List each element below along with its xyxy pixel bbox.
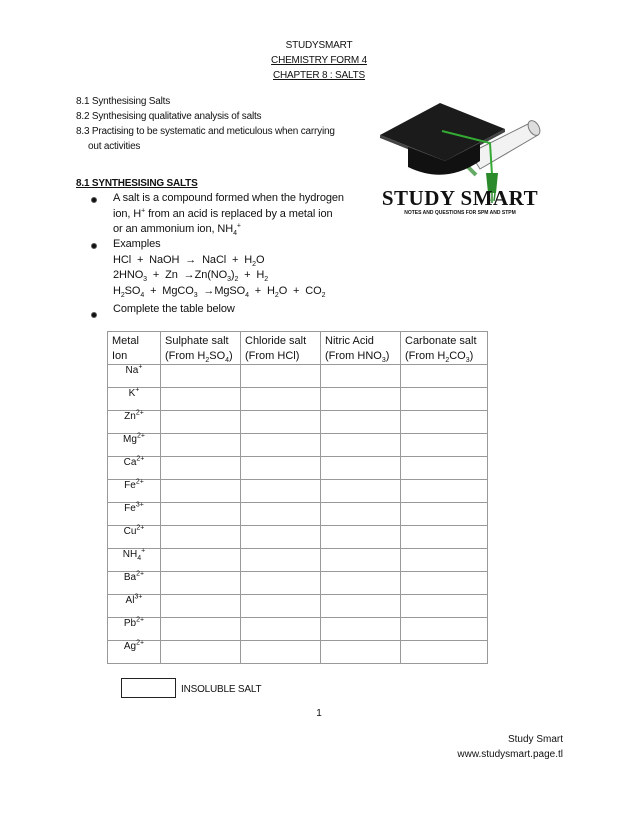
header-text: Carbonate salt (405, 335, 477, 347)
ion-cell: $Pb^{2+}$ (108, 618, 161, 641)
document-header (0, 38, 638, 83)
answer-cell[interactable] (161, 503, 241, 526)
answer-cell[interactable] (241, 526, 321, 549)
equation-1: HCl + NaOH → NaCl + $H_2O$ (113, 253, 265, 268)
answer-cell[interactable] (401, 572, 488, 595)
table-row (108, 526, 488, 549)
answer-cell[interactable] (161, 365, 241, 388)
objective-3: 8.3 Practising to be systematic and meticulous when carrying (76, 126, 335, 137)
table-row (108, 595, 488, 618)
answer-cell[interactable] (401, 549, 488, 572)
header-text: Metal (112, 335, 139, 347)
footer-url[interactable]: www.studysmart.page.tl (457, 749, 563, 760)
answer-cell[interactable] (241, 365, 321, 388)
header-metal-ion (108, 332, 161, 365)
answer-cell[interactable] (161, 411, 241, 434)
answer-cell[interactable] (321, 411, 401, 434)
answer-cell[interactable] (161, 618, 241, 641)
salt-definition (113, 191, 373, 238)
answer-cell[interactable] (241, 641, 321, 664)
header-text: Ion (112, 350, 128, 362)
answer-cell[interactable] (321, 503, 401, 526)
answer-cell[interactable] (321, 365, 401, 388)
header-sulphate (161, 332, 241, 365)
definition-text-c: or an ammonium ion, NH (113, 223, 234, 235)
answer-cell[interactable] (241, 595, 321, 618)
table-row (108, 618, 488, 641)
answer-cell[interactable] (241, 503, 321, 526)
definition-text-a: ion, H (113, 207, 142, 220)
answer-cell[interactable] (161, 388, 241, 411)
answer-cell[interactable] (241, 411, 321, 434)
answer-cell[interactable] (241, 457, 321, 480)
answer-cell[interactable] (241, 388, 321, 411)
bullet-icon (91, 197, 97, 203)
logo-title: STUDY SMART (381, 186, 539, 210)
equation-2: $2HNO_3 + Zn \to Zn(NO_3)_2 + H_2$ (113, 269, 269, 284)
answer-cell[interactable] (241, 434, 321, 457)
logo-tagline: NOTES AND QUESTIONS FOR SPM AND STPM (404, 210, 516, 215)
answer-cell[interactable] (321, 480, 401, 503)
ion-cell: Na+ (108, 365, 161, 388)
answer-cell[interactable] (161, 549, 241, 572)
ion-cell: $NH_4^+$ (108, 549, 161, 572)
ion-cell: $Mg^{2+}$ (108, 434, 161, 457)
ion-cell: $Cu^{2+}$ (108, 526, 161, 549)
legend-label: INSOLUBLE SALT (181, 684, 262, 695)
ion-cell: $Ca^{2+}$ (108, 457, 161, 480)
definition-text-b: from an acid is replaced by a metal ion (145, 207, 333, 220)
table-row (108, 365, 488, 388)
table-row (108, 549, 488, 572)
table-row (108, 388, 488, 411)
answer-cell[interactable] (401, 618, 488, 641)
definition-line-1: A salt is a compound formed when the hydrogen (113, 192, 344, 204)
objective-2: 8.2 Synthesising qualitative analysis of salts (76, 111, 262, 122)
bullet-icon (91, 312, 97, 318)
header-text: Nitric Acid (325, 335, 374, 347)
answer-cell[interactable] (321, 641, 401, 664)
ion-cell: $Ag^{2+}$ (108, 641, 161, 664)
header-text: (From HCl) (245, 350, 300, 362)
ion-cell: K+ (108, 388, 161, 411)
answer-cell[interactable] (321, 549, 401, 572)
ion-cell: $Fe^{3+}$ (108, 503, 161, 526)
bullet-icon (91, 243, 97, 249)
footer-brand: Study Smart (507, 734, 563, 745)
answer-cell[interactable] (161, 572, 241, 595)
table-row (108, 457, 488, 480)
answer-cell[interactable] (401, 503, 488, 526)
answer-cell[interactable] (241, 618, 321, 641)
definition-line-3: or an ammonium ion, $NH_4^+$ (113, 222, 241, 238)
header-carbonate (401, 332, 488, 365)
page-number: 1 (316, 708, 322, 719)
answer-cell[interactable] (321, 434, 401, 457)
examples-block (113, 237, 325, 299)
answer-cell[interactable] (241, 549, 321, 572)
objectives-list (76, 94, 366, 154)
ion-cell: $Ba^{2+}$ (108, 572, 161, 595)
answer-cell[interactable] (401, 411, 488, 434)
header-text: Sulphate salt (165, 335, 229, 347)
footer (457, 732, 563, 762)
ion-cell: $Fe^{2+}$ (108, 480, 161, 503)
table-row (108, 572, 488, 595)
answer-cell[interactable] (321, 572, 401, 595)
table-row (108, 503, 488, 526)
ion-cell: $Al^{3+}$ (108, 595, 161, 618)
answer-cell[interactable] (321, 618, 401, 641)
table-row (108, 434, 488, 457)
answer-cell[interactable] (401, 388, 488, 411)
study-smart-logo (370, 95, 550, 215)
answer-cell[interactable] (161, 641, 241, 664)
answer-cell[interactable] (401, 365, 488, 388)
header-text: Chloride salt (245, 335, 307, 347)
header-text: (From $H_2SO_4$) (165, 350, 233, 365)
answer-cell[interactable] (401, 457, 488, 480)
objective-1: 8.1 Synthesising Salts (76, 96, 170, 107)
answer-cell[interactable] (161, 526, 241, 549)
table-header-row (108, 332, 488, 365)
answer-cell[interactable] (321, 388, 401, 411)
answer-cell[interactable] (401, 595, 488, 618)
header-text: (From $H_2CO_3$) (405, 350, 474, 365)
table-row (108, 411, 488, 434)
header-line-2: CHEMISTRY FORM 4 (271, 55, 367, 66)
header-line-3: CHAPTER 8 : SALTS (273, 70, 365, 81)
table-row (108, 641, 488, 664)
answer-cell[interactable] (161, 434, 241, 457)
answer-cell[interactable] (401, 526, 488, 549)
answer-cell[interactable] (401, 641, 488, 664)
section-title: 8.1 SYNTHESISING SALTS (76, 178, 198, 189)
definition-line-2: ion, H+ from an acid is replaced by a metal ion (113, 206, 333, 220)
header-chloride (241, 332, 321, 365)
header-text: (From $HNO_3$) (325, 350, 390, 365)
table-row (108, 480, 488, 503)
answer-cell[interactable] (161, 595, 241, 618)
answer-cell[interactable] (321, 526, 401, 549)
objective-3-cont: out activities (88, 141, 141, 152)
answer-cell[interactable] (401, 480, 488, 503)
salts-table (107, 331, 488, 664)
legend-swatch (121, 678, 176, 698)
answer-cell[interactable] (321, 457, 401, 480)
answer-cell[interactable] (241, 480, 321, 503)
answer-cell[interactable] (161, 480, 241, 503)
answer-cell[interactable] (401, 434, 488, 457)
answer-cell[interactable] (241, 572, 321, 595)
ion-cell: $Zn^{2+}$ (108, 411, 161, 434)
header-line-1: STUDYSMART (285, 40, 353, 51)
answer-cell[interactable] (321, 595, 401, 618)
table-instruction: Complete the table below (113, 303, 235, 315)
header-nitric (321, 332, 401, 365)
equation-3: $H_2SO_4$ + MgCO$_3$ →MgSO$_4$ + $H_2O + CO_2$ (113, 284, 326, 299)
answer-cell[interactable] (161, 457, 241, 480)
examples-label: Examples (113, 238, 161, 250)
